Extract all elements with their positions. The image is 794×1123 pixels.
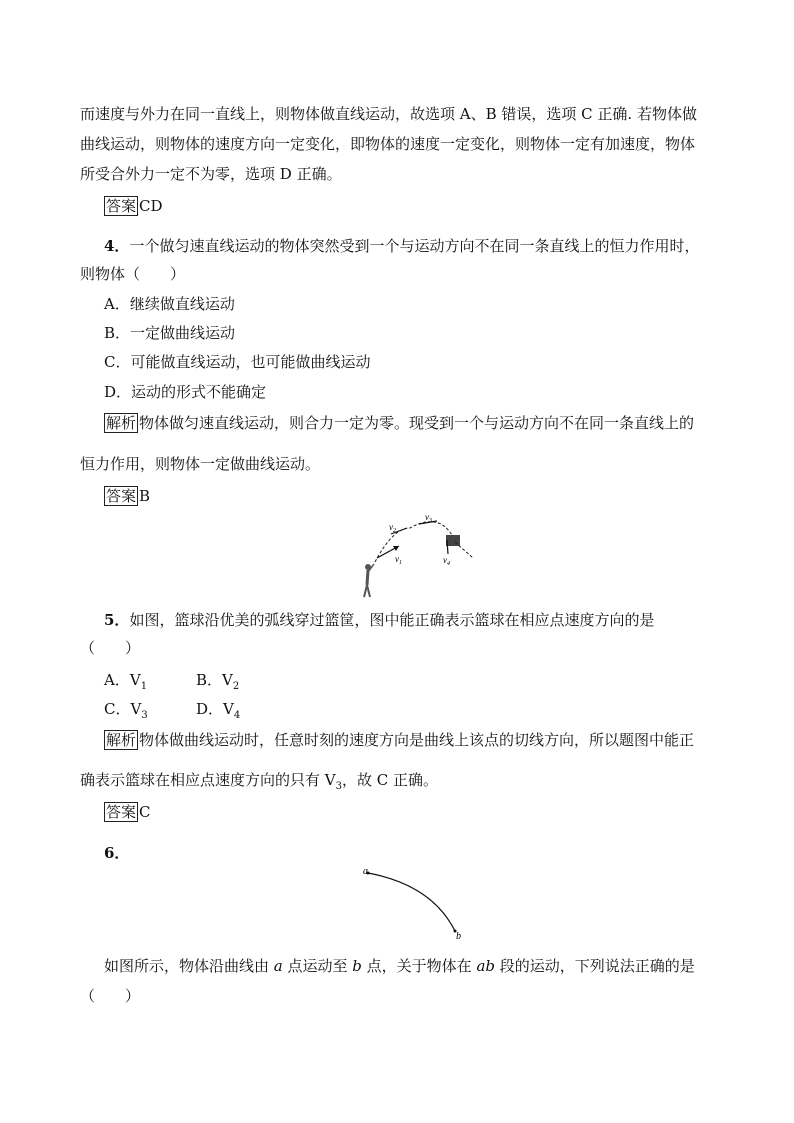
q5-stem-line-2: （ ） xyxy=(80,639,141,657)
q5-options-row-1 xyxy=(104,670,239,697)
q5-options-row-2 xyxy=(104,699,240,726)
intro-line-2: 曲线运动，则物体的速度方向一定变化，即物体的速度一定变化，则物体一定有加速度，物体 xyxy=(80,135,696,153)
v1-label: $v_1$ xyxy=(395,554,402,566)
basketball-arc-figure xyxy=(355,510,475,600)
q5-answer-value: C xyxy=(139,803,151,821)
q5-option-d: D．$V_4$ xyxy=(196,700,241,721)
intro-line-1: 而速度与外力在同一直线上，则物体做直线运动，故选项 A、B 错误，选项 C 正确. 若物体做 xyxy=(80,105,697,123)
q4-answer-value: B xyxy=(139,487,151,505)
q4-analysis-line-2: 恒力作用，则物体一定做曲线运动。 xyxy=(80,455,321,473)
v3-label: $v_3$ xyxy=(425,512,432,524)
q3-answer-value: CD xyxy=(139,197,163,215)
q4-number: 4． xyxy=(104,237,130,255)
curve-ab xyxy=(368,873,455,931)
point-b-label: b xyxy=(456,931,461,942)
q5-answer-row xyxy=(104,802,151,822)
q5-analysis-line-1 xyxy=(104,730,694,750)
q5-stem-text: 如图，篮球沿优美的弧线穿过篮筐，图中能正确表示篮球在相应点速度方向的是 xyxy=(129,611,655,629)
intro-line-3: 所受合外力一定不为零，选项 D 正确。 xyxy=(80,165,342,183)
curve-ab-figure xyxy=(360,865,470,945)
q5-option-c: C．$V_3$ xyxy=(104,700,148,721)
v2-label: $v_2$ xyxy=(389,522,396,534)
analysis-label: 解析 xyxy=(106,414,137,432)
q4-stem-line-2: 则物体（ ） xyxy=(80,265,186,283)
answer-label: 答案 xyxy=(106,803,137,821)
q4-option-c: C．可能做直线运动，也可能做曲线运动 xyxy=(104,353,371,371)
q5-option-a: A．$V_1$ xyxy=(104,671,148,692)
q4-analysis-text: 物体做匀速直线运动，则合力一定为零。现受到一个与运动方向不在同一条直线上的 xyxy=(139,414,695,432)
answer-label: 答案 xyxy=(106,487,137,505)
q5-stem-line-1 xyxy=(104,610,654,630)
q3-answer-row xyxy=(104,196,163,216)
q5-number: 5． xyxy=(104,611,130,629)
v4-label: $v_4$ xyxy=(443,555,450,567)
q5-option-b: B．$V_2$ xyxy=(196,671,240,692)
answer-label: 答案 xyxy=(106,197,137,215)
q5-analysis-line-2: 确表示篮球在相应点速度方向的只有 $V_3$，故 C 正确。 xyxy=(80,771,438,792)
q6-stem-line-2: （ ） xyxy=(80,987,141,1005)
q4-option-a: A．继续做直线运动 xyxy=(104,295,235,313)
q6-stem-line-1: 如图所示，物体沿曲线由 a 点运动至 b 点，关于物体在 ab 段的运动，下列说法正确的是 xyxy=(104,957,695,975)
q4-stem-line-1 xyxy=(104,236,699,256)
q4-option-d: D．运动的形式不能确定 xyxy=(104,383,267,401)
player-figure xyxy=(364,564,374,597)
q4-option-b: B．一定做曲线运动 xyxy=(104,324,236,342)
q5-analysis-text: 物体做曲线运动时，任意时刻的速度方向是曲线上该点的切线方向，所以题图中能正 xyxy=(139,731,695,749)
hoop-icon xyxy=(446,535,460,546)
q4-analysis-line-1 xyxy=(104,413,694,433)
analysis-label: 解析 xyxy=(106,731,137,749)
q4-answer-row xyxy=(104,486,150,506)
q6-number: 6． xyxy=(104,844,130,862)
point-a-label: a xyxy=(363,866,368,877)
q4-stem-text: 一个做匀速直线运动的物体突然受到一个与运动方向不在同一条直线上的恒力作用时， xyxy=(129,237,700,255)
